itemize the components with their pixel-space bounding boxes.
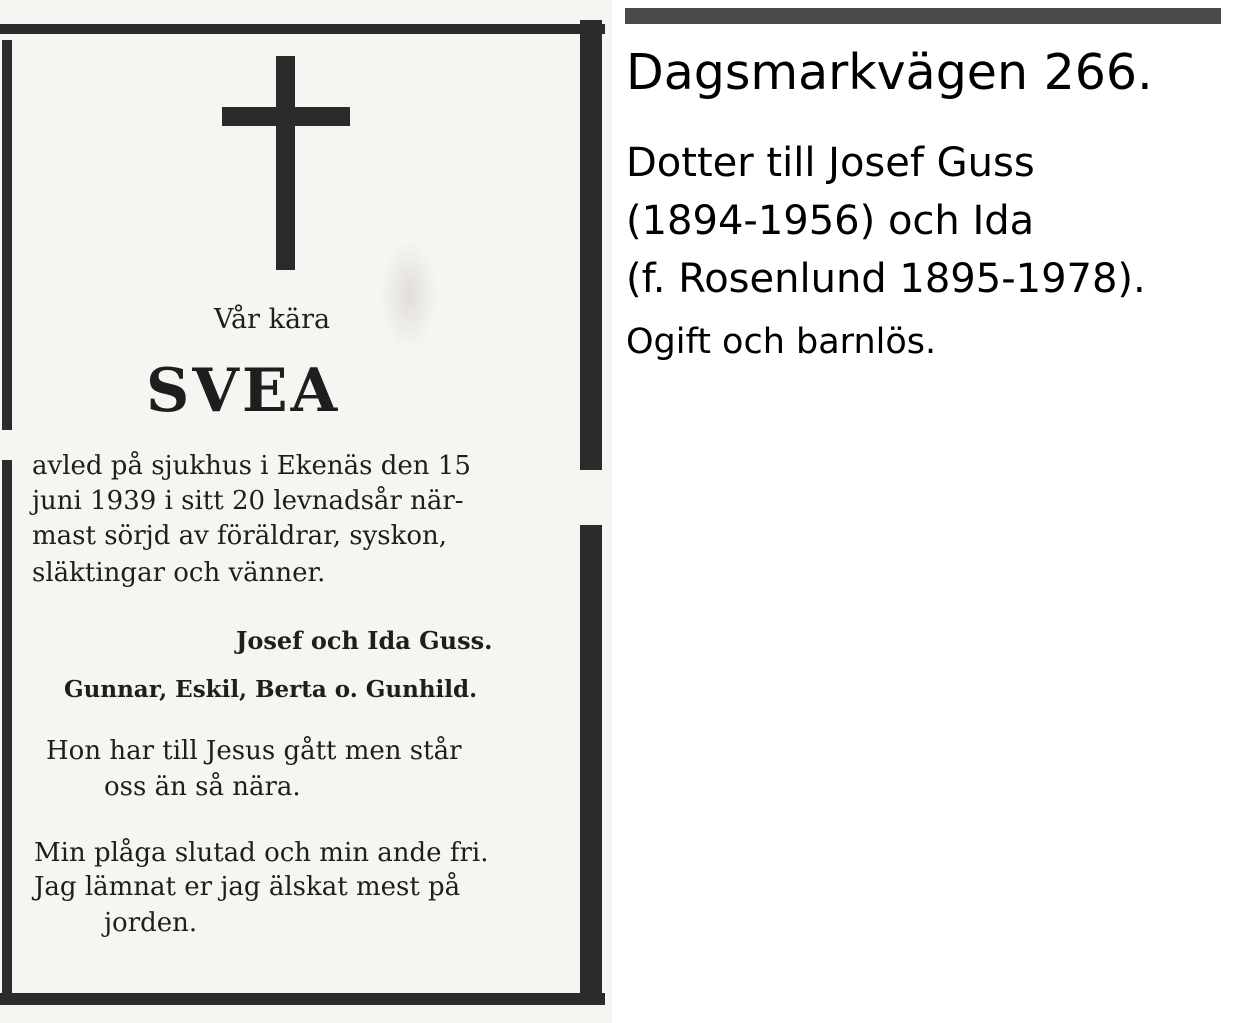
verse-line: oss än så nära.	[104, 772, 301, 802]
signature-siblings: Gunnar, Eskil, Berta o. Gunhild.	[64, 676, 478, 703]
annotation-line: Dotter till Josef Guss	[626, 140, 1035, 186]
obituary-body-line: juni 1939 i sitt 20 levnadsår när-	[32, 486, 464, 516]
ink-smudge	[380, 240, 438, 350]
obituary-body-line: avled på sjukhus i Ekenäs den 15	[32, 451, 471, 481]
cross-icon	[222, 56, 350, 270]
border-bottom	[0, 993, 605, 1005]
verse-line: Min plåga slutad och min ande fri.	[34, 838, 489, 868]
address-heading: Dagsmarkvägen 266.	[626, 44, 1153, 101]
obituary-name: SVEA	[146, 356, 341, 426]
annotation-line: Ogift och barnlös.	[626, 322, 937, 362]
border-left-gap	[0, 430, 14, 460]
annotation-line: (1894-1956) och Ida	[626, 198, 1035, 244]
annotation-line: (f. Rosenlund 1895-1978).	[626, 256, 1146, 302]
border-right-gap	[578, 470, 604, 525]
verse-line: Jag lämnat er jag älskat mest på	[34, 872, 461, 902]
verse-line: Hon har till Jesus gått men står	[46, 736, 462, 766]
verse-line: jorden.	[104, 908, 198, 938]
obituary-body-line: släktingar och vänner.	[32, 558, 326, 588]
top-divider-bar	[625, 8, 1221, 24]
obituary-greeting: Vår kära	[214, 304, 331, 335]
obituary-body-line: mast sörjd av föräldrar, syskon,	[32, 521, 448, 551]
border-left	[2, 40, 12, 995]
obituary-clipping	[0, 0, 612, 1023]
signature-parents: Josef och Ida Guss.	[236, 626, 493, 655]
border-top	[0, 24, 605, 34]
